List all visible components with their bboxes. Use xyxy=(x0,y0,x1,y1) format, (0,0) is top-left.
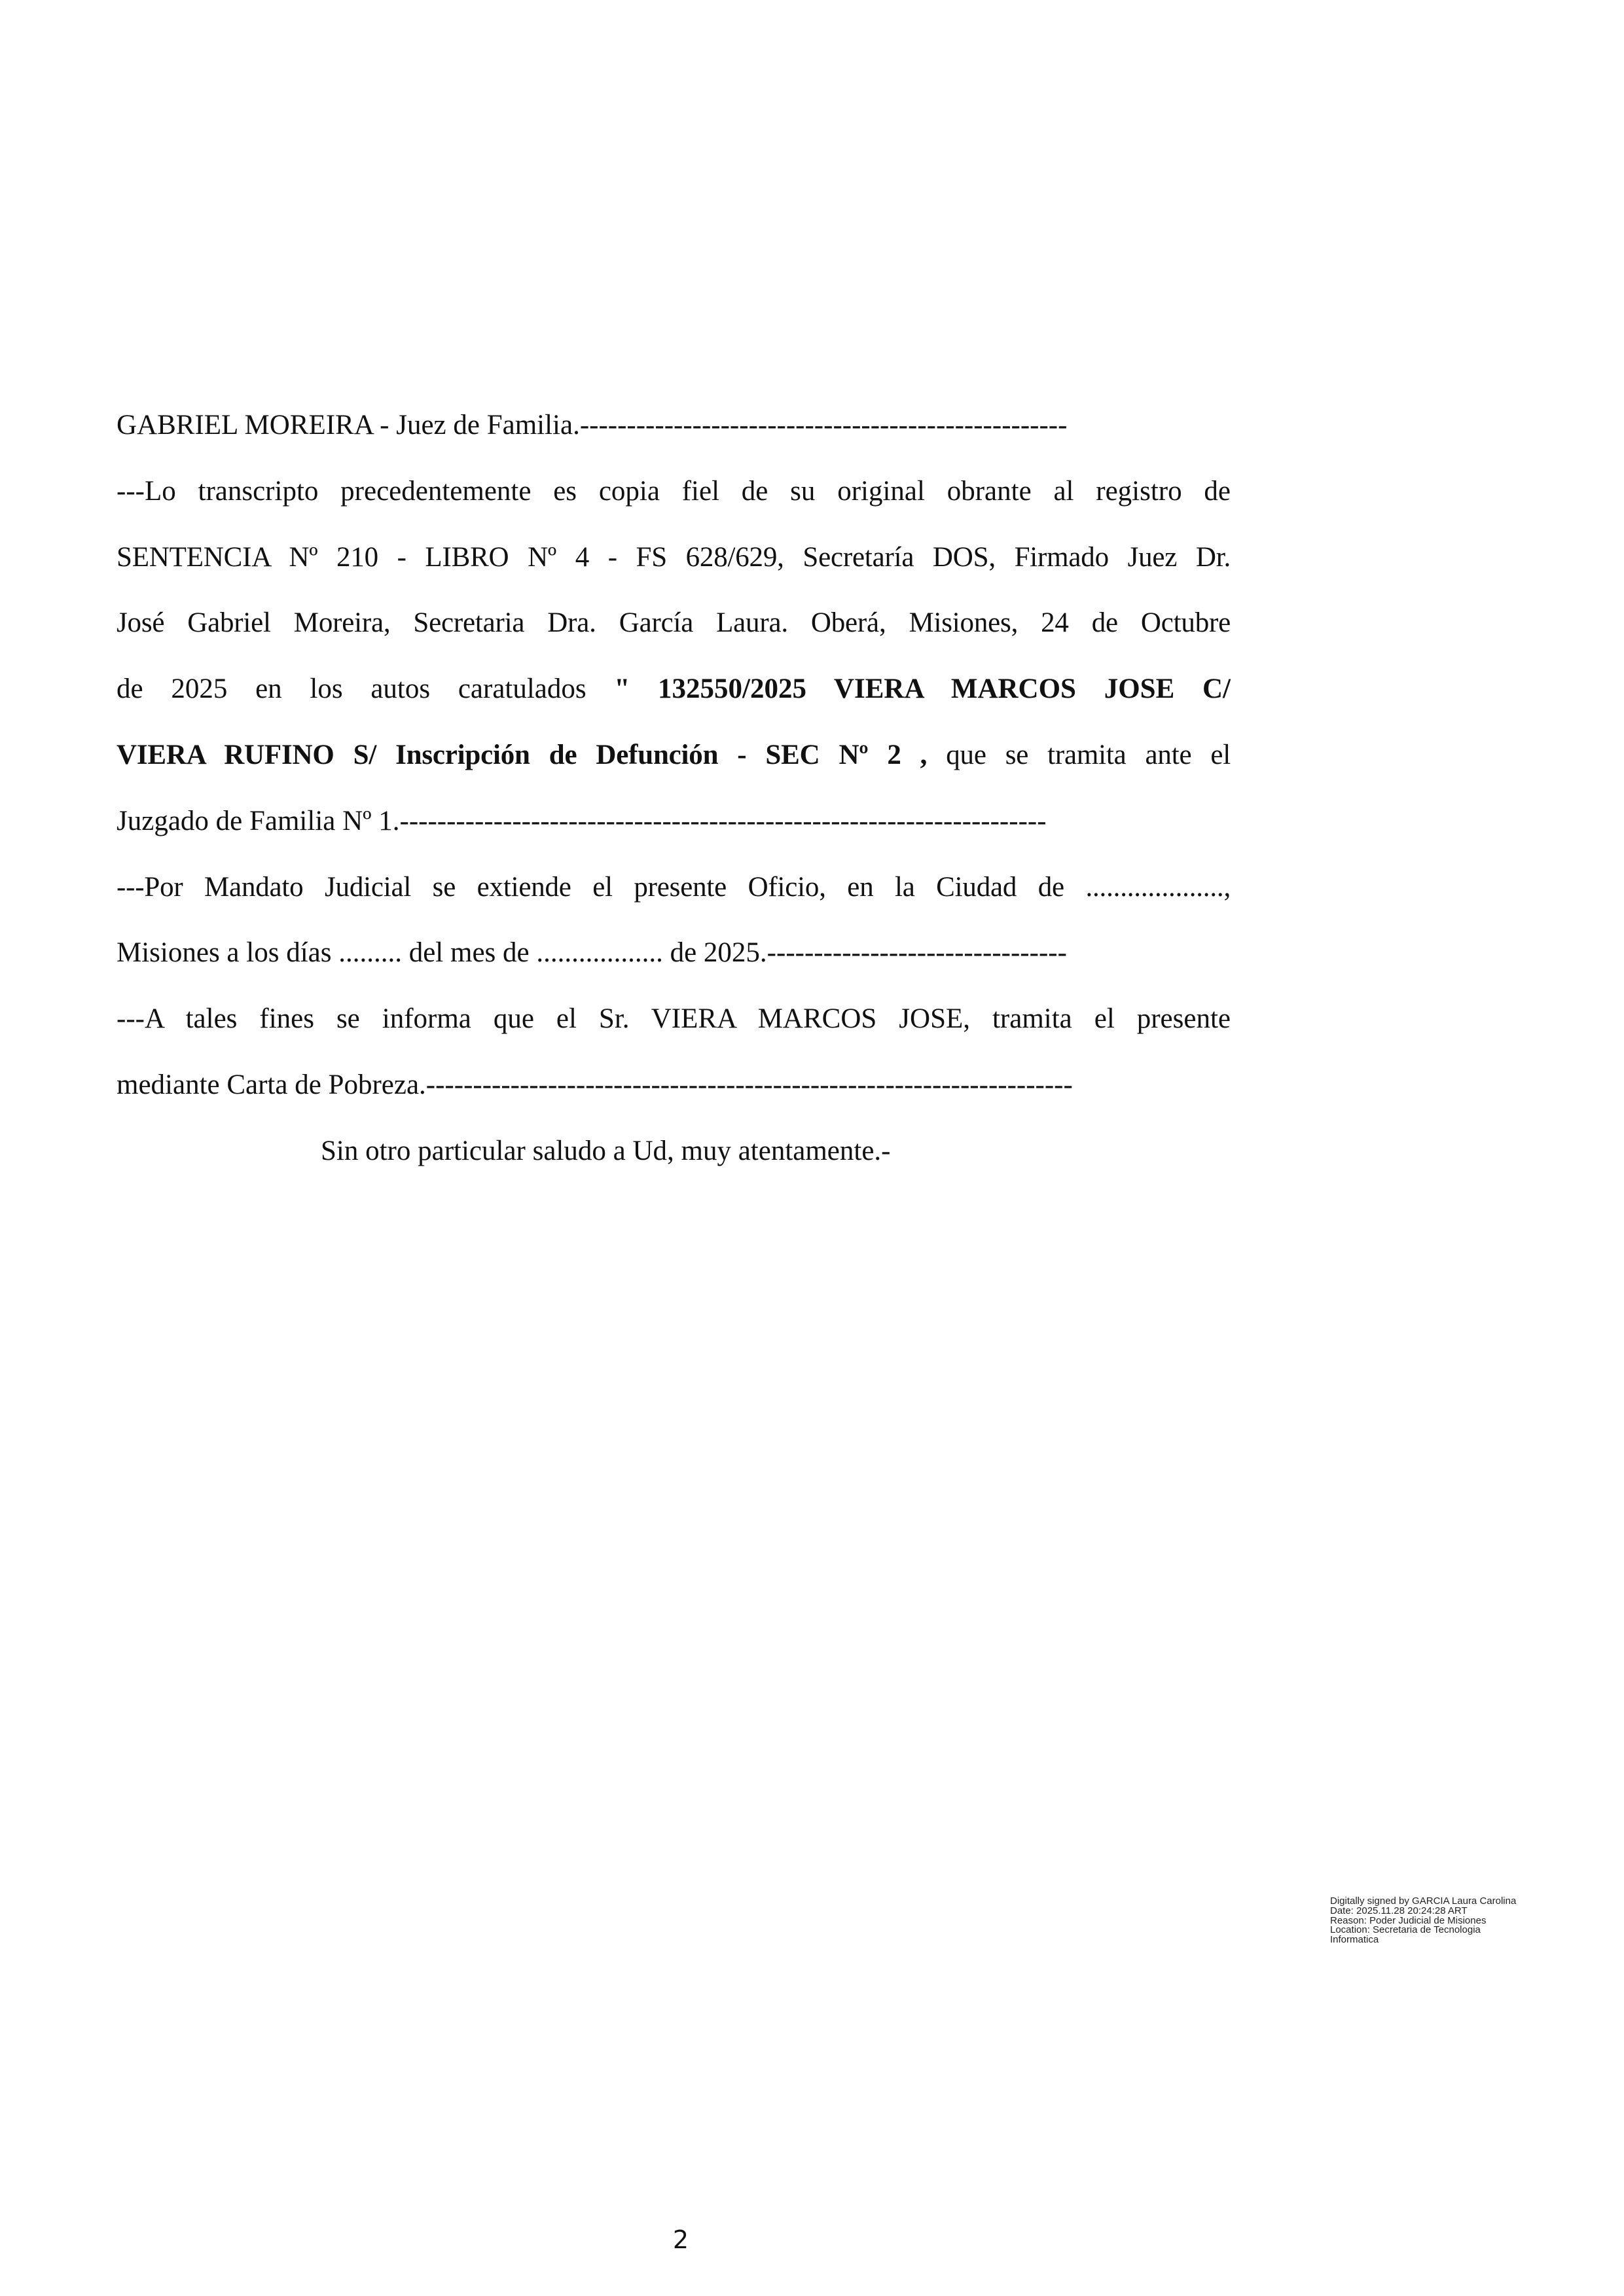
text-line: GABRIEL MOREIRA - Juez de Familia.---------------------------------------------------- xyxy=(117,410,1068,440)
text-line: ---Lo transcripto precedentemente es copia fiel de su original obrante al registro de xyxy=(117,475,1231,507)
signature-date: Date: 2025.11.28 20:24:28 ART xyxy=(1330,1905,1468,1916)
signature-signed-by: Digitally signed by GARCIA Laura Carolina xyxy=(1330,1895,1517,1907)
text-line xyxy=(117,656,1231,723)
case-title-continued: VIERA RUFINO S/ Inscripción de Defunción - SEC Nº 2 , xyxy=(117,739,928,770)
case-title: " 132550/2025 VIERA MARCOS JOSE C/ xyxy=(614,673,1231,705)
signature-reason: Reason: Poder Judicial de Misiones xyxy=(1330,1914,1487,1926)
document-body xyxy=(117,393,1231,1185)
text-line: SENTENCIA Nº 210 - LIBRO Nº 4 - FS 628/629, Secretaría DOS, Firmado Juez Dr. xyxy=(117,541,1231,573)
text-line: Misiones a los días ......... del mes de .................. de 2025.-------------------------------- xyxy=(117,937,1067,969)
digital-signature-block xyxy=(1330,1897,1566,1945)
text-line: ---A tales fines se informa que el Sr. VIERA MARCOS JOSE, tramita el presente xyxy=(117,1003,1231,1035)
text-segment: que se tramita ante el xyxy=(946,739,1231,770)
text-segment: de 2025 en los autos caratulados xyxy=(117,673,586,705)
signature-location-continued: Informatica xyxy=(1330,1934,1379,1946)
text-line: mediante Carta de Pobreza.--------------------------------------------------------------------- xyxy=(117,1069,1073,1100)
text-line: José Gabriel Moreira, Secretaria Dra. García Laura. Oberá, Misiones, 24 de Octubre xyxy=(117,607,1231,639)
closing-line: Sin otro particular saludo a Ud, muy atentamente.- xyxy=(321,1135,891,1166)
signature-location: Location: Secretaria de Tecnologia xyxy=(1330,1924,1481,1936)
text-line: Juzgado de Familia Nº 1.--------------------------------------------------------------------- xyxy=(117,805,1047,836)
text-line: ---Por Mandato Judicial se extiende el presente Oficio, en la Ciudad de ...................., xyxy=(117,871,1231,903)
page-number: 2 xyxy=(672,2225,689,2254)
text-line xyxy=(117,723,1231,789)
